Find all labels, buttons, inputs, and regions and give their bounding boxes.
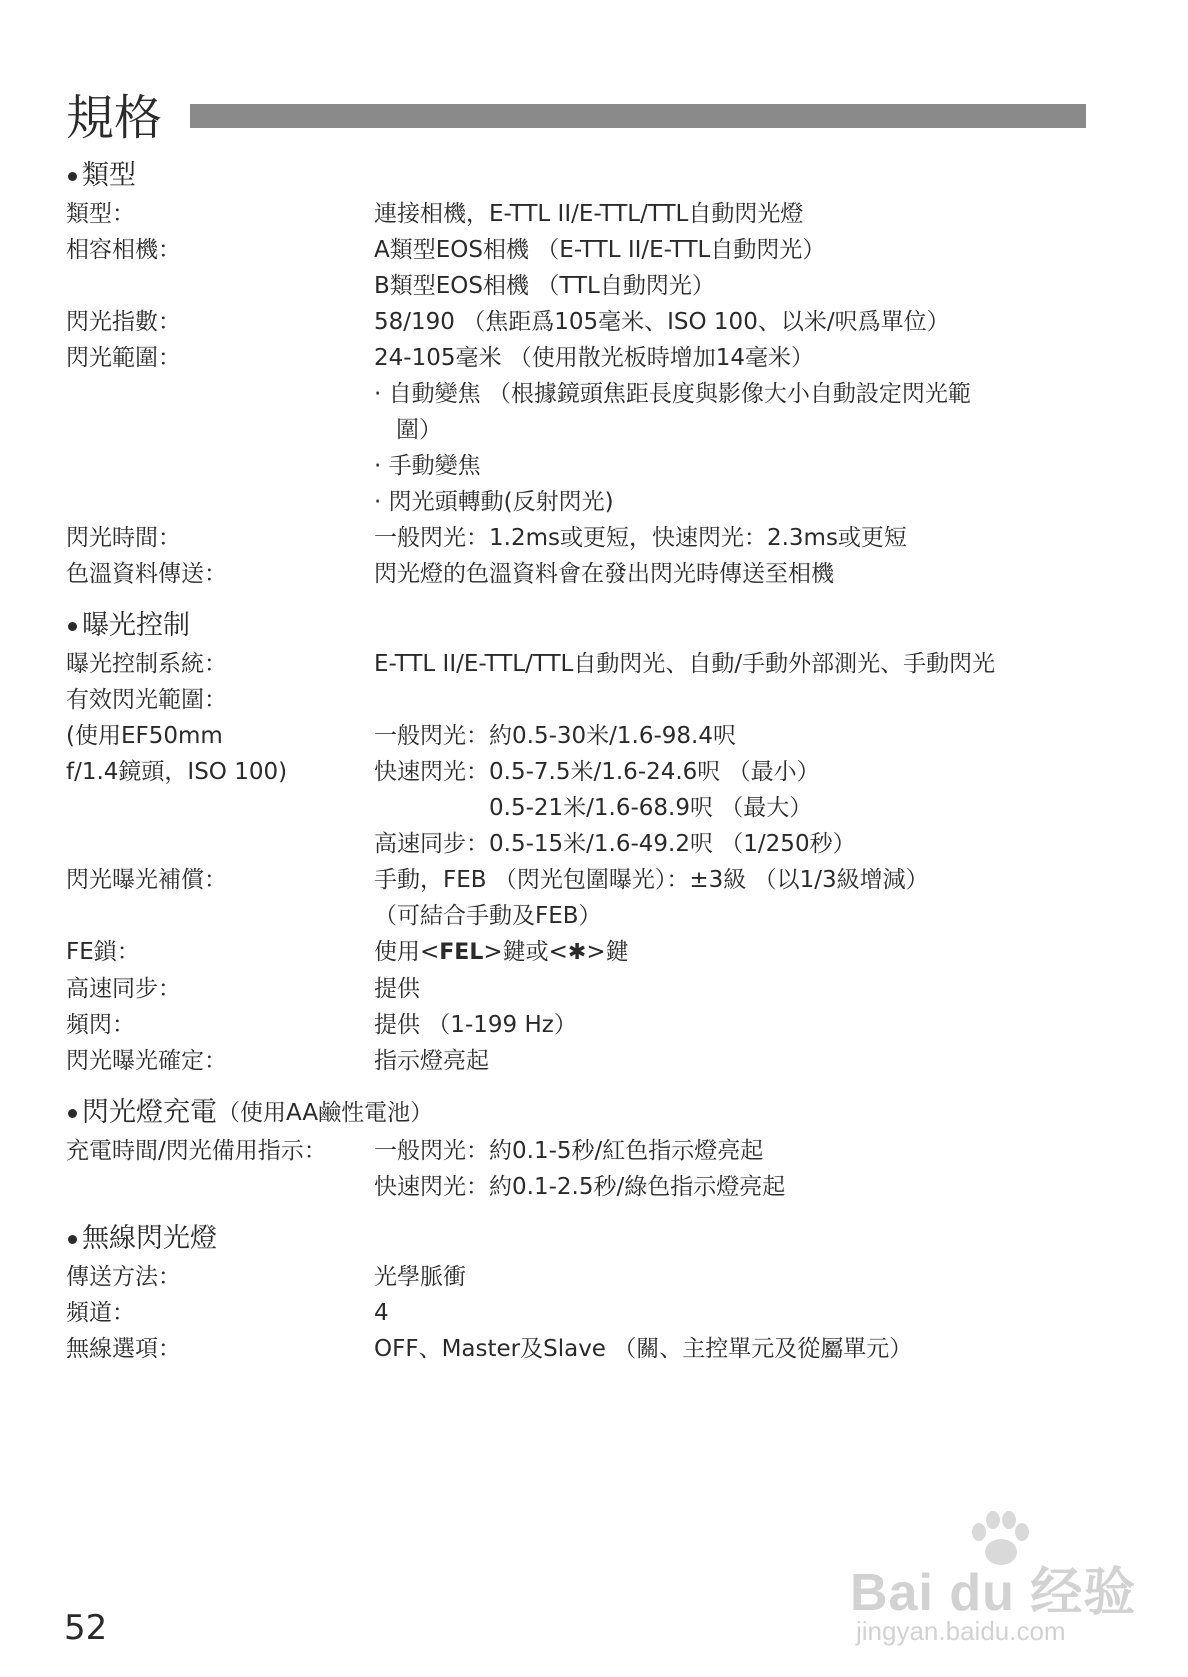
section-heading-text: 閃光燈充電 [82,1097,217,1128]
spec-value-line: · 閃光頭轉動(反射閃光) [374,489,614,515]
watermark [850,1510,1150,1650]
spec-label: FE鎖： [66,939,140,965]
page-number: 52 [64,1608,108,1648]
spec-section [66,606,1106,1079]
spec-label: f/1.4鏡頭，ISO 100) [66,759,288,785]
spec-values [374,1295,1106,1331]
section-heading-note: （使用AA鹼性電池） [217,1100,434,1126]
spec-value-line: 高速同步：0.5-15米/1.6-49.2呎 （1/250秒） [374,831,856,857]
spec-value-line: 24-105毫米 （使用散光板時增加14毫米） [374,345,815,371]
spec-values [374,556,1106,592]
spec-label: 曝光控制系統： [66,651,227,677]
spec-row [66,862,1106,934]
bullet-icon [68,1109,77,1118]
spec-value-line: · 手動變焦 [374,453,481,479]
spec-values [374,1043,1106,1079]
spec-row [66,1295,1106,1331]
spec-value-line: 指示燈亮起 [374,1048,489,1074]
spec-values [374,862,1106,934]
spec-label: 閃光曝光補償： [66,867,227,893]
section-heading-text: 無線閃光燈 [82,1223,217,1254]
spec-values [374,1133,1106,1205]
spec-value-line: （可結合手動及FEB） [374,903,602,929]
fe-lock-prefix: 使用< [374,939,440,965]
spec-row [66,646,1106,682]
bullet-icon [68,172,77,181]
spec-values [374,196,1106,232]
spec-values [374,520,1106,556]
spec-value-line: 提供 [374,976,420,1002]
spec-row [66,754,1106,862]
watermark-url: jingyan.baidu.com [856,1616,1066,1646]
spec-row [66,556,1106,592]
spec-value-line [374,682,1106,718]
spec-values [374,754,1106,862]
spec-value-line: OFF、Master及Slave （關、主控單元及從屬單元） [374,1336,913,1362]
spec-values [374,971,1106,1007]
spec-section [66,156,1106,592]
spec-value-line: · 自動變焦 （根據鏡頭焦距長度與影像大小自動設定閃光範 [374,381,971,407]
fel-button-icon: FEL [439,940,484,965]
spec-row [66,520,1106,556]
spec-row [66,934,1106,971]
bullet-icon [68,622,77,631]
spec-values [374,718,1106,754]
spec-values [374,1331,1106,1367]
spec-section [66,1093,1106,1205]
spec-label: 高速同步： [66,976,181,1002]
spec-value-line: 一般閃光：約0.1-5秒/紅色指示燈亮起 [374,1138,764,1164]
spec-value-line: 圍） [396,417,442,443]
spec-value-line: 4 [374,1300,389,1326]
spec-row [66,232,1106,304]
spec-values [374,934,1106,971]
spec-row [66,971,1106,1007]
spec-row [66,682,1106,718]
spec-label: 頻道： [66,1300,135,1326]
section-heading [66,1219,1106,1259]
spec-row [66,718,1106,754]
spec-label: 頻閃： [66,1012,135,1038]
spec-label: 相容相機： [66,237,181,263]
watermark-logo: Bai du 经验 [850,1564,1137,1622]
section-heading [66,1093,1106,1133]
spec-value-line: A類型EOS相機 （E-TTL II/E-TTL自動閃光） [374,237,826,263]
spec-value-line: 手動，FEB （閃光包圍曝光）：±3級 （以1/3級增減） [374,867,929,893]
spec-label: 閃光範圍： [66,345,181,371]
spec-values [374,1259,1106,1295]
spec-content [66,156,1106,1381]
spec-label: 傳送方法： [66,1264,181,1290]
spec-values [374,304,1106,340]
spec-row [66,1259,1106,1295]
spec-label: 有效閃光範圍： [66,687,227,713]
bullet-icon [68,1235,77,1244]
spec-values [374,340,1106,520]
asterisk-button-icon: ✱ [567,940,587,965]
title-bar-divider [190,104,1086,128]
spec-label: (使用EF50mm [66,723,223,749]
spec-value-line: 閃光燈的色溫資料會在發出閃光時傳送至相機 [374,561,834,587]
spec-row [66,1043,1106,1079]
spec-row [66,304,1106,340]
page-header [66,86,1086,150]
spec-value-line: 58/190 （焦距爲105毫米、ISO 100、以米/呎爲單位） [374,309,950,335]
spec-value-line: 光學脈衝 [374,1264,466,1290]
spec-label: 閃光曝光確定： [66,1048,227,1074]
spec-label: 充電時間/閃光備用指示： [66,1138,327,1164]
spec-value-line: E-TTL II/E-TTL/TTL自動閃光、自動/手動外部測光、手動閃光 [374,651,996,677]
spec-value-line: 連接相機，E-TTL II/E-TTL/TTL自動閃光燈 [374,201,804,227]
fe-lock-suffix: >鍵 [586,939,629,965]
spec-label: 閃光指數： [66,309,181,335]
spec-values [374,682,1106,718]
spec-values [374,1007,1106,1043]
section-heading-text: 類型 [82,160,136,191]
spec-value-line: 快速閃光：約0.1-2.5秒/綠色指示燈亮起 [374,1174,786,1200]
section-heading [66,606,1106,646]
spec-value-line: 快速閃光：0.5-7.5米/1.6-24.6呎 （最小） [374,759,820,785]
spec-label: 類型： [66,201,135,227]
spec-values [374,232,1106,304]
spec-row [66,340,1106,520]
spec-label: 閃光時間： [66,525,181,551]
spec-row [66,1331,1106,1367]
spec-value-line: 提供 （1-199 Hz） [374,1012,577,1038]
spec-value-line: 0.5-21米/1.6-68.9呎 （最大） [374,795,813,821]
section-heading [66,156,1106,196]
page-title: 規格 [66,90,163,146]
spec-value-line: 一般閃光：1.2ms或更短，快速閃光：2.3ms或更短 [374,525,907,551]
spec-value-line: 一般閃光：約0.5-30米/1.6-98.4呎 [374,723,736,749]
spec-value-line [374,934,1106,971]
spec-row [66,1007,1106,1043]
fe-lock-mid: >鍵或< [483,939,568,965]
spec-section [66,1219,1106,1367]
spec-label: 色溫資料傳送： [66,561,227,587]
spec-values [374,646,1106,682]
spec-value-line: B類型EOS相機 （TTL自動閃光） [374,273,715,299]
spec-row [66,1133,1106,1205]
spec-label: 無線選項： [66,1336,181,1362]
section-heading-text: 曝光控制 [82,610,190,641]
spec-row [66,196,1106,232]
